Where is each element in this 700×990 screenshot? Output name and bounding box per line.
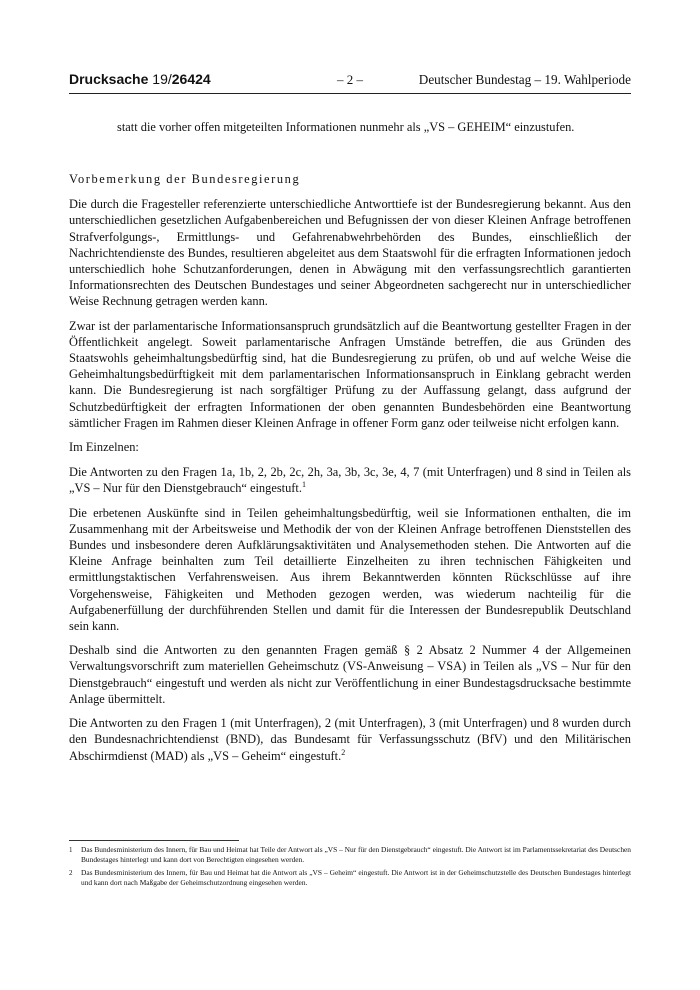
footnote-ref[interactable]: 1	[301, 480, 306, 490]
paragraph	[69, 715, 631, 764]
paragraph: Die durch die Fragesteller referenzierte unterschiedliche Antworttiefe ist der Bundesregierung bekannt. Aus den unterschiedlichen gesetzlichen Aufgabenbereichen und Befugnissen der von dieser Kleinen Anfrage betroffenen Strafverfolgungs-, Ermittlungs- und Gefahrenabwehrbehörden des Bundes, einschließlich der Nachrichtendienste des Bundes, resultieren abgeleitet aus dem Staatswohl für die erfragten Informationen jedoch unterschiedlich hohe Schutzanforderungen, denen in Abwägung mit den verfassungsrechtlich garantierten Informationsrechten des Deutschen Bundestages und seiner Abgeordneten sachgerecht nur in unterschiedlicher Weise Rechnung getragen werden kann.	[69, 197, 631, 309]
footnotes	[69, 845, 631, 890]
paragraph: Im Einzelnen:	[69, 440, 139, 455]
footnote-mark: 2	[69, 868, 73, 877]
paragraph-text: Die Antworten zu den Fragen 1a, 1b, 2, 2b, 2c, 2h, 3a, 3b, 3c, 3e, 4, 7 (mit Unterfragen) und 8 sind in Teilen als „VS – Nur für den Dienstgebrauch“ eingestuft.	[69, 465, 631, 496]
header-rule	[69, 93, 631, 94]
section-heading: Vorbemerkung der Bundesregierung	[69, 172, 301, 186]
footnote-text: Das Bundesministerium des Innern, für Bau und Heimat hat die Antwort als „VS – Geheim“ eingestuft. Die Antwort ist in der Geheimschutzstelle des Deutschen Bundestages hinterlegt und kann dort nach Maßgabe der Geheimschutzordnung eingesehen werden.	[81, 867, 631, 887]
paragraph: Die erbetenen Auskünfte sind in Teilen geheimhaltungsbedürftig, weil sie Informationen enthalten, die im Zusammenhang mit der Arbeitsweise und Methodik der von der Kleinen Anfrage betroffenen Dienststellen des Bundes und insbesondere deren Aufklärungsaktivitäten und Analysemethoden stehen. Die Antworten auf die Kleine Anfrage beinhalten zum Teil detaillierte Einzelheiten zu ihren technischen Fähigkeiten und ermittlungstaktischen Verfahrensweisen. Aus ihrem Bekanntwerden könnten Rückschlüsse auf ihre Vorgehensweise, Fähigkeiten und Methoden gezogen werden, was wiederum nachteilig für die Aufgabenerfüllung der durchführenden Stellen und damit für die Interessen der Bundesrepublik Deutschland sein kann.	[69, 505, 631, 634]
footnote	[69, 845, 631, 866]
footnote-rule	[69, 840, 239, 841]
document-number	[69, 71, 211, 87]
page-header	[69, 71, 631, 91]
footnote-text: Das Bundesministerium des Innern, für Bau und Heimat hat Teile der Antwort als „VS – Nur für den Dienstgebrauch“ eingestuft. Die Antwort ist im Parlamentssekretariat des Deutschen Bundestages hinterlegt und kann dort von Berechtigten eingesehen werden.	[81, 845, 631, 865]
doc-number: 26424	[171, 71, 211, 87]
paragraph: Zwar ist der parlamentarische Informationsanspruch grundsätzlich auf die Beantwortung gestellter Fragen in der Öffentlichkeit angelegt. Soweit parlamentarische Anfragen Umstände betreffen, die aus Gründen des Staatswohls geheimhaltungsbedürftig sind, hat die Bundesregierung zu prüfen, ob und auf welche Weise die Geheimhaltungsbedürftigkeit mit dem parlamentarischen Informationsanspruch in Einklang gebracht werden kann. Die Bundesregierung ist nach sorgfältiger Prüfung zu der Auffassung gelangt, dass aufgrund der Schutzbedürftigkeit der erfragten Informationen der oben genannten Bundesbehörden eine Beantwortung sämtlicher Fragen im Rahmen dieser Kleinen Anfrage in offener Form ganz oder teilweise nicht erfolgen kann.	[69, 318, 631, 430]
doc-label: Drucksache	[69, 71, 149, 87]
footnote	[69, 868, 631, 889]
paragraph-text: Die Antworten zu den Fragen 1 (mit Unterfragen), 2 (mit Unterfragen), 3 (mit Unterfragen) und 8 wurden durch den Bundesnachrichtendienst (BND), das Bundesamt für Verfassungsschutz (BfV) und den Militärischen Abschirmdienst (MAD) als „VS – Geheim“ eingestuft.	[69, 716, 631, 763]
doc-session: 19/	[152, 71, 172, 87]
paragraph	[69, 464, 631, 496]
parliament-label: Deutscher Bundestag – 19. Wahlperiode	[418, 72, 631, 87]
footnote-mark: 1	[69, 846, 73, 854]
continuation-text: statt die vorher offen mitgeteilten Informationen nunmehr als „VS – GEHEIM“ einzustufen.	[117, 120, 575, 134]
main-text	[69, 171, 631, 772]
footnote-ref[interactable]: 2	[341, 747, 346, 757]
page-number: – 2 –	[337, 72, 363, 87]
paragraph: Deshalb sind die Antworten zu den genannten Fragen gemäß § 2 Absatz 2 Nummer 4 der Allgemeinen Verwaltungsvorschrift zum materiellen Geheimschutz (VS-Anweisung – VSA) in Teilen als „VS – Nur für den Dienstgebrauch“ eingestuft und werden als nicht zur Veröffentlichung in einer Bundestagsdrucksache bestimmte Anlage übermittelt.	[69, 643, 631, 706]
